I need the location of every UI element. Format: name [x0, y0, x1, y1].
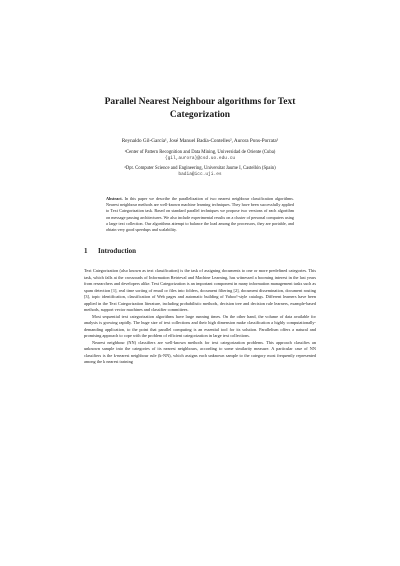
section-heading [84, 247, 136, 256]
title-line-1: Parallel Nearest Neighbour algorithms for Text [104, 97, 296, 107]
affiliation-2-email: badia@icc.uji.es [178, 172, 222, 178]
paragraph-3: Nearest neighbour (NN) classifiers are well-known methods for text categorization problems. This approach classifies an unknown sample into the categories of its nearest neighbours, according to some similarity measure. A particular case of NN classifiers is the k-nearest neighbour rule (k-NN), which assigns each unknown sample to the category most frequently represented among the k nearest training [84, 339, 316, 364]
paragraph-1: Text Categorization (also known as text classification) is the task of assigning documents to one or more predefined categories. This task, which falls at the crossroads of Information Retrieval and Machine Learning, has witnessed a booming interest in the last years from researchers and developers alike. Text Categorization is an important component in many information management tasks such as spam detection [1], real time sorting of email or files into folders, document filtering [2], document dissemination, document routing [3], topic identification, classification of Web pages and automatic building of Yahoo!-style catalogs. Different learners have been applied in the Text Categorization literature, including probabilistic methods, decision tree and decision rule learners, example-based methods, support vector machines and classifier committees. [84, 268, 316, 312]
section-title: Introduction [98, 247, 136, 255]
body-text [84, 268, 316, 366]
abstract-label: Abstract. [106, 196, 123, 201]
affiliation-1-text: ¹Center of Pattern Recognition and Data Mining, Universidad de Oriente (Cuba) [124, 150, 276, 155]
author-list: Reynaldo Gil-García¹, José Manuel Badía-Contelles², Aurora Pons-Porrata¹ [121, 138, 279, 144]
abstract [106, 196, 294, 233]
abstract-text: In this paper we describe the parallelization of two nearest neighbour classification algorithms. Nearest neighbour methods are well-known machine learning techniques. They have been successfully applied to Text Categorization task. Based on standard parallel techniques we propose two versions of each algorithm on message passing architectures. We also include experimental results on a cluster of personal computers using a large text collection. Our algorithms attempt to balance the load among the processors, they are portable, and obtain very good speedups and scalability. [106, 196, 294, 233]
paper-title [60, 96, 340, 122]
title-line-2: Categorization [169, 110, 231, 120]
section-number: 1 [84, 247, 88, 255]
affiliation-2 [60, 166, 340, 178]
affiliation-1-email: {gil,aurora}@csd.uo.edu.cu [164, 156, 236, 162]
paragraph-2: Most sequential text categorization algorithms have large running times. On the other hand, the volume of data available for analysis is growing rapidly. The huge size of text collections and their high dimension make classification a highly computationally-demanding application, to the point that parallel computing is an essential tool for its solution. Parallelism offers a natural and promising approach to cope with the problem of efficient categorization in large text collections. [84, 313, 316, 338]
affiliation-1 [60, 150, 340, 162]
affiliation-2-text: ²Dpt. Computer Science and Engineering, Universitat Jaume I, Castellón (Spain) [124, 166, 276, 171]
